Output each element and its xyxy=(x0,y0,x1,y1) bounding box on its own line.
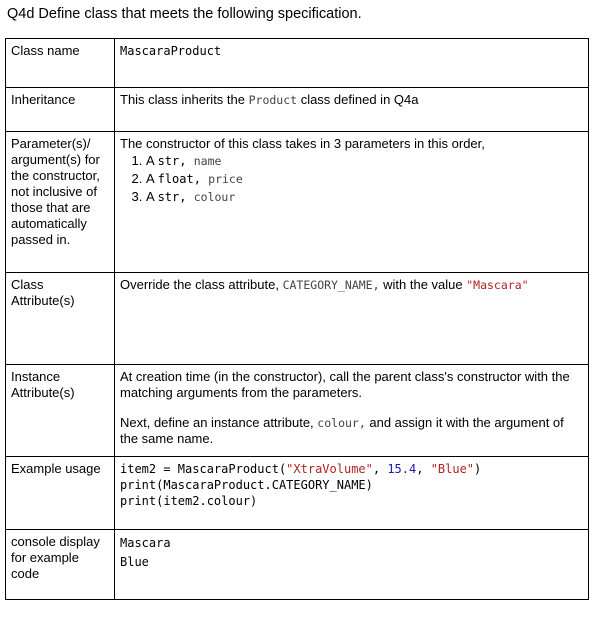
parameter-item: 2. A float, price xyxy=(146,170,583,188)
inheritance-text-after: class defined in Q4a xyxy=(297,92,419,107)
value-instance-attribute xyxy=(115,365,589,457)
label-parameters: Parameter(s)/ argument(s) for the constructor, not inclusive of those that are automatically passed in. xyxy=(6,132,115,273)
inheritance-code: Product xyxy=(248,93,298,107)
parameter-item: 1. A str, name xyxy=(146,152,583,170)
parameter-type: str xyxy=(157,190,180,204)
value-console-display xyxy=(115,530,589,600)
instance-attr-para2: Next, define an instance attribute, colour, and assign it with the argument of the same name. xyxy=(120,415,564,446)
example-code-line: print(item2.colour) xyxy=(120,494,258,508)
row-example-usage xyxy=(6,457,589,530)
row-inheritance xyxy=(6,88,589,132)
example-code-line: item2 = MascaraProduct("XtraVolume", 15.4, "Blue") xyxy=(120,462,482,476)
row-instance-attribute xyxy=(6,365,589,457)
value-parameters xyxy=(115,132,589,273)
specification-table xyxy=(5,38,589,600)
example-code-line: print(MascaraProduct.CATEGORY_NAME) xyxy=(120,478,373,492)
parameter-item: 3. A str, colour xyxy=(146,188,583,206)
parameter-type: float xyxy=(157,172,194,186)
label-inheritance: Inheritance xyxy=(6,88,115,132)
label-instance-attribute: Instance Attribute(s) xyxy=(6,365,115,457)
class-name-code: MascaraProduct xyxy=(120,44,222,58)
parameter-type: str xyxy=(157,154,180,168)
label-console-display: console display for example code xyxy=(6,530,115,600)
console-output-line: Mascara xyxy=(120,536,171,550)
console-output-line: Blue xyxy=(120,555,149,569)
class-attr-value: "Mascara" xyxy=(466,278,529,292)
value-example-usage xyxy=(115,457,589,530)
question-heading: Q4d Define class that meets the following specification. xyxy=(7,6,362,22)
value-inheritance xyxy=(115,88,589,132)
value-class-name xyxy=(115,39,589,88)
row-class-name xyxy=(6,39,589,88)
parameter-name: price xyxy=(208,172,243,186)
parameter-name: name xyxy=(193,154,222,168)
row-parameters xyxy=(6,132,589,273)
label-example-usage: Example usage xyxy=(6,457,115,530)
parameters-intro: The constructor of this class takes in 3 parameters in this order, xyxy=(120,136,485,151)
instance-attr-code: colour, xyxy=(317,416,366,430)
parameters-list xyxy=(120,152,583,206)
row-class-attribute xyxy=(6,273,589,365)
class-attr-text-before: Override the class attribute, xyxy=(120,277,283,292)
class-attr-code: CATEGORY_NAME, xyxy=(282,278,380,292)
label-class-attribute: Class Attribute(s) xyxy=(6,273,115,365)
parameter-name: colour xyxy=(193,190,236,204)
value-class-attribute xyxy=(115,273,589,365)
instance-attr-para1: At creation time (in the constructor), call the parent class's constructor with the matching arguments from the parameters. xyxy=(120,369,570,400)
row-console-display xyxy=(6,530,589,600)
class-attr-text-middle: with the value xyxy=(379,277,467,292)
inheritance-text-before: This class inherits the xyxy=(120,92,249,107)
label-class-name: Class name xyxy=(6,39,115,88)
